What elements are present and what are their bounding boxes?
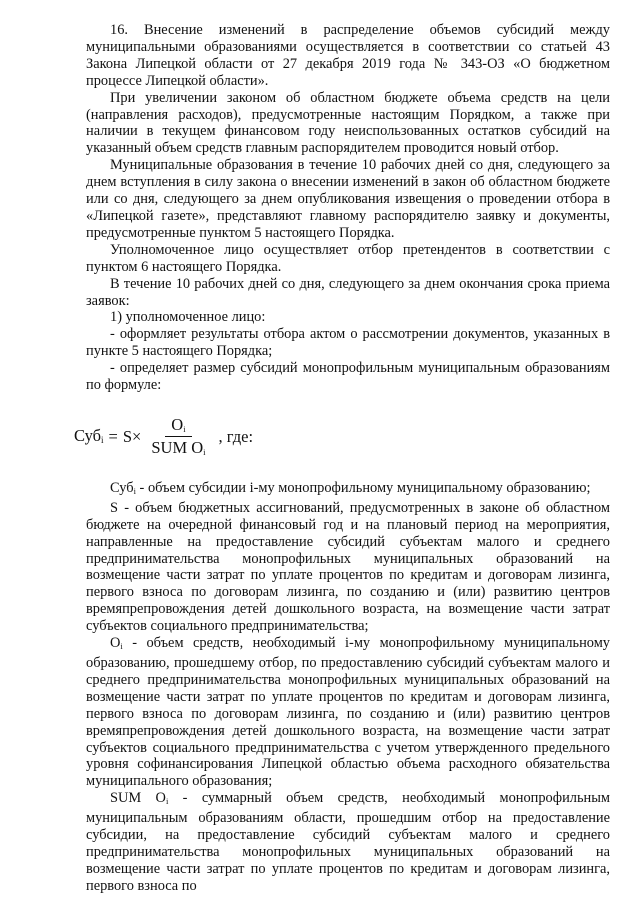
paragraph-review-period: В течение 10 рабочих дней со дня, следующего за днем окончания срока приема заявок:: [86, 275, 610, 309]
paragraph-authorized-person: 1) уполномоченное лицо:: [110, 309, 266, 326]
formula-equals: =: [108, 426, 118, 446]
subsidy-formula: [74, 408, 610, 466]
definition-o-i: Oi - объем средств, необходимый i-му монопрофильному муниципальному образованию, прошедшему отбор, по предоставлению субсидий субъектам малого и среднего предпринимательства монопрофильных муниципальных образований на возмещение части затрат по уплате процентов по кредитам и договорам лизинга, первого взноса по договорам лизинга, по созданию и (или) развитию центров времяпрепровождения детей дошкольного возраста, на возмещение части затрат субъектов социального предпринимательства с учетом утвержденного предельного уровня софинансирования Липецкой областью объема расходного обязательства муниципального образования;: [86, 635, 610, 790]
formula-fraction: [145, 414, 211, 458]
paragraph-municipal-application: Муниципальные образования в течение 10 рабочих дней со дня, следующего за днем вступления в силу закона о внесении изменений в закон об областном бюджете или со дня, следующего за днем опубликования извещения о проведении отбора в «Липецкой газете», представляют главному распорядителю заявку и документы, предусмотренные пунктом 5 настоящего Порядка.: [86, 157, 610, 241]
formula-times: ×: [132, 426, 142, 446]
paragraph-budget-increase: При увеличении законом об областном бюджете объема средств на цели (направления расходов), предусмотренные настоящим Порядком, а также при наличии в текущем финансовом году неиспользованных остатков субсидий на указанный объем средств главным распорядителем проводится новый отбор.: [86, 89, 610, 157]
formula-tail: , где:: [218, 426, 254, 446]
definition-term: S: [110, 499, 119, 516]
definition-text: - суммарный объем средств, необходимый монопрофильным муниципальным образованиям области, прошедшим отбор на предоставление субсидии, на предоставление субсидий субъектам малого и среднего предпринимательства монопрофильных муниципальных образований на возмещение части затрат по уплате процентов по кредитам и договорам лизинга, первого взноса по: [86, 790, 611, 894]
definition-term: SUM O: [110, 790, 166, 807]
paragraph-act: - оформляет результаты отбора актом о рассмотрении документов, указанных в пункте 5 настоящего Порядка;: [86, 326, 610, 360]
formula-denominator: SUM Oi: [151, 438, 206, 458]
formula-s: S: [122, 426, 133, 446]
definition-sum-o-i: SUM Oi - суммарный объем средств, необходимый монопрофильным муниципальным образованиям области, прошедшим отбор на предоставление субсидии, на предоставление субсидий субъектам малого и среднего предпринимательства монопрофильных муниципальных образований на возмещение части затрат по уплате процентов по кредитам и договорам лизинга, первого взноса по: [86, 790, 611, 894]
paragraph-formula-intro: - определяет размер субсидий монопрофильным муниципальным образованиям по формуле:: [86, 360, 610, 394]
definition-sub-i: Субi - объем субсидии i-му монопрофильному муниципальному образованию;: [110, 479, 591, 496]
paragraph-16: 16. Внесение изменений в распределение объемов субсидий между муниципальными образованиями осуществляется в соответствии со статьей 43 Закона Липецкой области от 27 декабря 2019 года № 343-ОЗ «О бюджетном процессе Липецкой области».: [86, 22, 610, 89]
definition-text: - объем бюджетных ассигнований, предусмотренных в законе об областном бюджете на очередной финансовый год и на плановый период на мероприятия, направленные на предоставление субсидий субъектам малого и среднего предпринимательства монопрофильных муниципальных образований на возмещение части затрат по уплате процентов по кредитам и договорам лизинга, первого взноса по договорам лизинга, по созданию и (или) развитию центров времяпрепровождения детей дошкольного возраста, на возмещение части затрат субъектов социального предпринимательства;: [86, 499, 610, 635]
document-page: [74, 22, 611, 895]
definition-term: O: [110, 635, 121, 652]
definition-s: [86, 500, 610, 635]
paragraph-selection: Уполномоченное лицо осуществляет отбор претендентов в соответствии с пунктом 6 настоящего Порядка.: [86, 241, 610, 275]
definition-text: - объем субсидии i-му монопрофильному муниципальному образованию;: [135, 479, 591, 496]
definition-text: - объем средств, необходимый i-му монопрофильному муниципальному образованию, прошедшему отбор, по предоставлению субсидий субъектам малого и среднего предпринимательства монопрофильных муниципальных образований на возмещение части затрат по уплате процентов по кредитам и договорам лизинга, первого взноса по договорам лизинга, по созданию и (или) развитию центров времяпрепровождения детей дошкольного возраста, на возмещение части затрат субъектов социального предпринимательства с учетом утвержденного предельного уровня софинансирования Липецкой областью объема расходного обязательства муниципального образования;: [86, 635, 610, 790]
definition-term: Суб: [110, 479, 134, 496]
formula-numerator: Oi: [165, 417, 191, 438]
formula-lhs: Суб$_i$: [74, 426, 104, 446]
